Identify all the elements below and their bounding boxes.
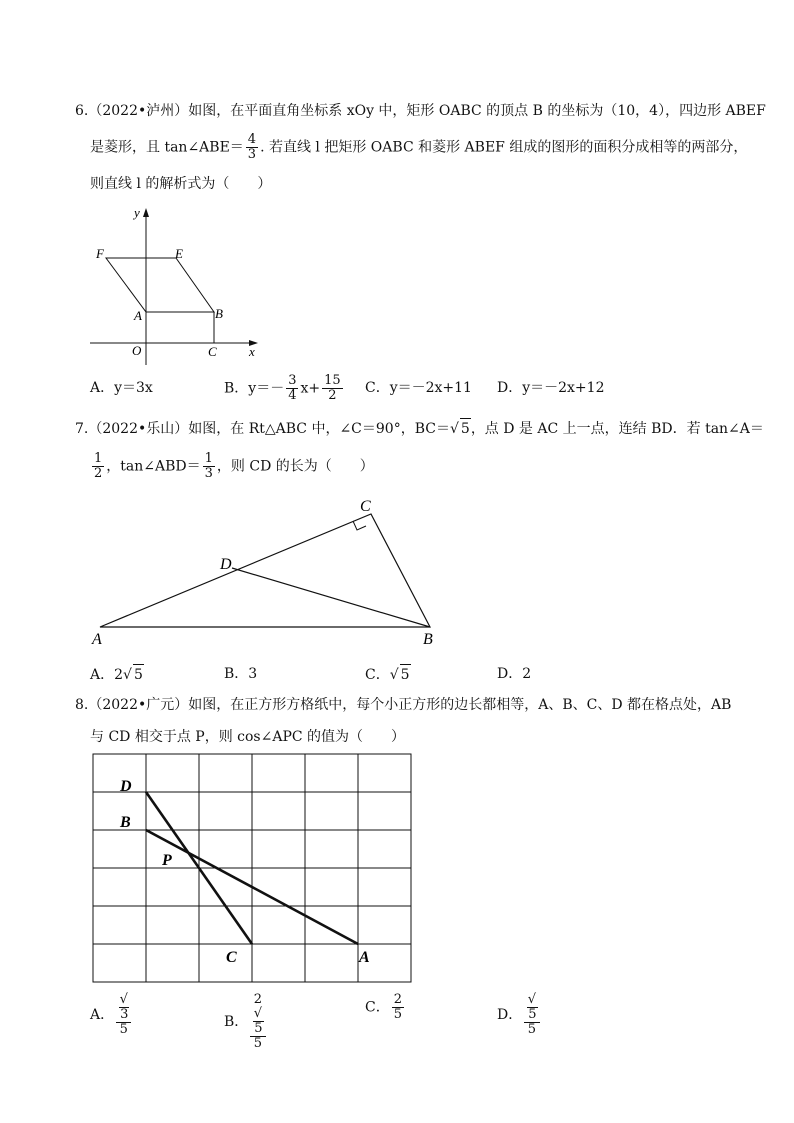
svg-text:C: C xyxy=(226,949,237,966)
svg-text:D: D xyxy=(220,556,232,573)
svg-text:F: F xyxy=(96,246,104,261)
q6-option-a[interactable]: A．y＝3x xyxy=(90,380,153,396)
q6-option-d[interactable]: D．y＝－2x+12 xyxy=(497,380,605,396)
q7-option-d[interactable]: D．2 xyxy=(497,666,532,682)
q6-option-b[interactable]: B．y＝－ $\frac{3}{4}$ x+ $\frac{15}{2}$ xyxy=(224,373,341,403)
svg-text:A: A xyxy=(134,308,142,323)
svg-text:E: E xyxy=(175,246,183,261)
svg-text:A: A xyxy=(359,949,370,966)
fraction: $\frac{4}{3}$ xyxy=(247,132,257,162)
q8-line-2: 与 CD 相交于点 P，则 cos∠APC 的值为（ ） xyxy=(90,729,406,745)
svg-text:O: O xyxy=(132,343,142,358)
svg-text:A: A xyxy=(92,631,102,648)
svg-text:D: D xyxy=(120,778,132,795)
q8-option-a[interactable]: A． √ 3 5 xyxy=(90,993,133,1037)
q7-option-a[interactable]: A．2√ 5 xyxy=(90,664,144,685)
q6-line-3: 则直线 l 的解析式为（ ） xyxy=(90,176,272,192)
q7-option-b[interactable]: B．3 xyxy=(224,666,258,682)
svg-text:C: C xyxy=(208,344,217,359)
q8-option-d[interactable]: D． √ 5 5 xyxy=(497,993,542,1037)
svg-text:B: B xyxy=(120,814,131,831)
q7-line-1: 7.（2022•乐山）如图，在 Rt△ABC 中，∠C＝90°，BC＝√ 5，点 D 是 AC 上一点，连结 BD．若 tan∠A＝ xyxy=(75,418,764,439)
svg-text:C: C xyxy=(360,498,371,515)
q7-option-c[interactable]: C．√ 5 xyxy=(365,664,411,685)
q6-line-2: 是菱形，且 tan∠ABE＝ $\frac{4}{3}$ . 若直线 l 把矩形 OABC 和菱形 ABEF 组成的图形的面积分成相等的两部分， xyxy=(90,132,748,162)
q6-option-c[interactable]: C．y＝－2x+11 xyxy=(365,380,472,396)
q8-option-c[interactable]: C． $\frac{2}{5}$ xyxy=(365,992,402,1022)
svg-text:B: B xyxy=(215,306,223,321)
svg-text:B: B xyxy=(423,631,433,648)
q8-option-b[interactable]: B． 2 √ 5 5 xyxy=(224,993,268,1051)
q7-line-2: $\frac{1}{2}$ ，tan∠ABD＝ $\frac{1}{3}$ ，则 CD 的长为（ ） xyxy=(94,451,374,481)
q6-x-label: x xyxy=(249,344,255,359)
q6-y-label: y xyxy=(134,205,140,220)
q8-line-1: 8.（2022•广元）如图，在正方形方格纸中，每个小正方形的边长都相等，A、B、C、D 都在格点处，AB xyxy=(75,697,732,713)
svg-text:P: P xyxy=(162,852,172,869)
q6-line-1: 6.（2022•泸州）如图，在平面直角坐标系 xOy 中，矩形 OABC 的顶点 B 的坐标为（10，4），四边形 ABEF xyxy=(75,103,766,119)
